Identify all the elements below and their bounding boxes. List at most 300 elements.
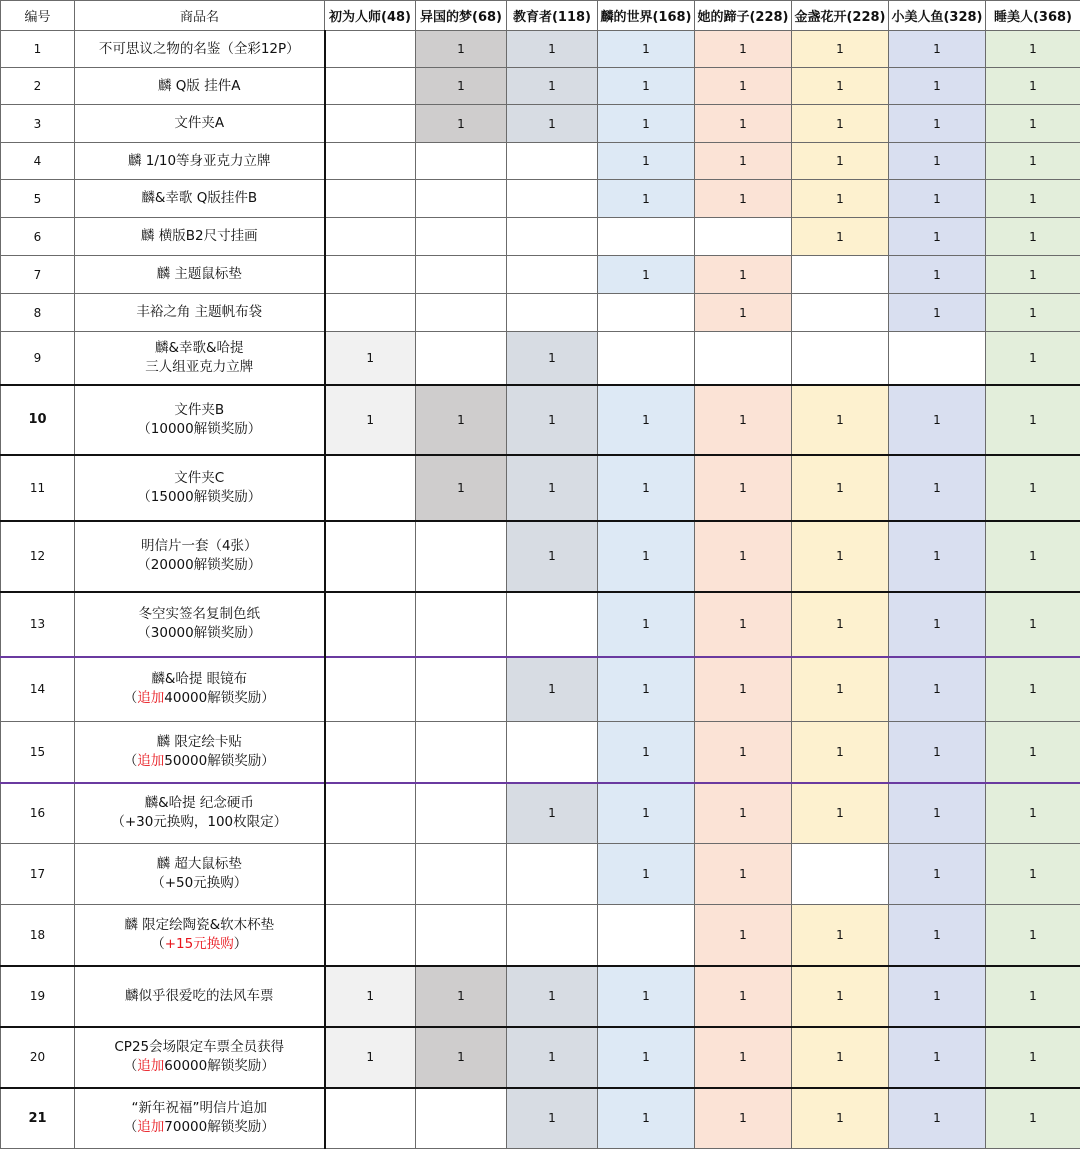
product-name-line <box>75 1038 324 1057</box>
row-number: 3 <box>1 105 75 143</box>
product-name <box>75 592 325 657</box>
tier-7-cell: 1 <box>889 722 986 783</box>
tier-7-cell: 1 <box>889 180 986 218</box>
tier-8-cell: 1 <box>986 31 1080 68</box>
table-row <box>1 844 1080 905</box>
tier-5-cell: 1 <box>695 1088 792 1149</box>
name-text: 文件夹A <box>174 115 225 131</box>
tier-2-cell: 1 <box>416 385 507 455</box>
tier-8-cell: 1 <box>986 68 1080 105</box>
tier-3-cell <box>507 256 598 294</box>
tier-4-cell: 1 <box>598 592 695 657</box>
tier-2-cell: 1 <box>416 68 507 105</box>
product-name-line <box>75 813 324 832</box>
tier-4-cell <box>598 332 695 385</box>
product-name <box>75 294 325 332</box>
highlight-text: 追加 <box>137 1058 165 1074</box>
name-text: 40000解锁奖励） <box>164 690 275 707</box>
tier-7-cell: 1 <box>889 521 986 592</box>
product-name <box>75 180 325 218</box>
row-number: 12 <box>1 521 75 592</box>
tier-3-cell <box>507 722 598 783</box>
row-number: 5 <box>1 180 75 218</box>
name-text: （+50元换购） <box>151 875 248 891</box>
tier-6-cell: 1 <box>792 385 889 455</box>
tier-7-cell: 1 <box>889 657 986 722</box>
name-text: 麟&幸歌&哈提 <box>154 339 244 356</box>
product-name-line <box>75 303 324 322</box>
product-name-line <box>75 1118 324 1137</box>
header-tier-5: 她的蹄子(228) <box>695 1 792 31</box>
tier-2-cell <box>416 844 507 905</box>
product-name <box>75 218 325 256</box>
product-name <box>75 722 325 783</box>
tier-8-cell: 1 <box>986 722 1080 783</box>
tier-4-cell: 1 <box>598 385 695 455</box>
table-row <box>1 657 1080 722</box>
name-text: 三人组亚克力立牌 <box>145 358 254 375</box>
product-name <box>75 521 325 592</box>
tier-1-cell <box>325 592 416 657</box>
table-row <box>1 521 1080 592</box>
header-tier-2: 异国的梦(68) <box>416 1 507 31</box>
tier-2-cell <box>416 657 507 722</box>
product-name <box>75 68 325 105</box>
product-name <box>75 105 325 143</box>
product-name-line <box>75 358 324 377</box>
product-name-line <box>75 420 324 439</box>
tier-3-cell <box>507 218 598 256</box>
row-number: 1 <box>1 31 75 68</box>
tier-7-cell: 1 <box>889 294 986 332</box>
tier-6-cell <box>792 256 889 294</box>
tier-3-cell: 1 <box>507 455 598 521</box>
tier-2-cell <box>416 294 507 332</box>
name-text: 麟&哈提 眼镜布 <box>151 671 248 688</box>
name-text: 文件夹B <box>174 401 225 418</box>
tier-6-cell: 1 <box>792 783 889 844</box>
name-text: 麟 1/10等身亚克力立牌 <box>127 152 271 169</box>
row-number: 8 <box>1 294 75 332</box>
name-text: 60000解锁奖励） <box>164 1058 275 1074</box>
name-text: 文件夹C <box>174 469 225 486</box>
row-number: 6 <box>1 218 75 256</box>
tier-4-cell: 1 <box>598 1088 695 1149</box>
product-name-line <box>75 624 324 643</box>
tier-1-cell: 1 <box>325 332 416 385</box>
tier-3-cell: 1 <box>507 105 598 143</box>
tier-6-cell <box>792 844 889 905</box>
tier-1-cell <box>325 180 416 218</box>
tier-7-cell: 1 <box>889 966 986 1027</box>
tier-7-cell: 1 <box>889 844 986 905</box>
name-text: （30000解锁奖励） <box>137 625 262 641</box>
tier-6-cell: 1 <box>792 143 889 180</box>
product-name-line <box>75 874 324 893</box>
header-tier-7: 小美人鱼(328) <box>889 1 986 31</box>
tier-2-cell <box>416 218 507 256</box>
tier-8-cell: 1 <box>986 521 1080 592</box>
tier-3-cell <box>507 905 598 966</box>
tier-5-cell <box>695 332 792 385</box>
tier-2-cell <box>416 592 507 657</box>
tier-3-cell <box>507 143 598 180</box>
tier-1-cell <box>325 68 416 105</box>
tier-5-cell: 1 <box>695 905 792 966</box>
tier-5-cell: 1 <box>695 455 792 521</box>
tier-1-cell <box>325 218 416 256</box>
product-name-line <box>75 556 324 575</box>
product-name <box>75 905 325 966</box>
tier-5-cell: 1 <box>695 521 792 592</box>
tier-2-cell <box>416 256 507 294</box>
tier-2-cell <box>416 1088 507 1149</box>
tier-2-cell <box>416 143 507 180</box>
tier-4-cell: 1 <box>598 1027 695 1088</box>
tier-7-cell: 1 <box>889 105 986 143</box>
tier-3-cell: 1 <box>507 966 598 1027</box>
tier-4-cell: 1 <box>598 521 695 592</box>
tier-5-cell: 1 <box>695 385 792 455</box>
tier-4-cell: 1 <box>598 105 695 143</box>
tier-5-cell: 1 <box>695 844 792 905</box>
row-number: 13 <box>1 592 75 657</box>
tier-4-cell: 1 <box>598 256 695 294</box>
tier-3-cell: 1 <box>507 385 598 455</box>
tier-5-cell: 1 <box>695 143 792 180</box>
name-text: 明信片一套（4张） <box>140 538 258 554</box>
highlight-text: 追加 <box>137 752 165 769</box>
tier-3-cell: 1 <box>507 657 598 722</box>
product-name <box>75 657 325 722</box>
tier-6-cell: 1 <box>792 657 889 722</box>
row-number: 21 <box>1 1088 75 1149</box>
tier-3-cell <box>507 844 598 905</box>
tier-6-cell: 1 <box>792 105 889 143</box>
tier-5-cell: 1 <box>695 31 792 68</box>
tier-8-cell: 1 <box>986 180 1080 218</box>
tier-6-cell: 1 <box>792 180 889 218</box>
tier-2-cell: 1 <box>416 455 507 521</box>
name-text: 丰裕之角 主题帆布袋 <box>136 304 263 320</box>
product-name-line <box>75 987 324 1006</box>
tier-7-cell: 1 <box>889 905 986 966</box>
tier-2-cell: 1 <box>416 105 507 143</box>
name-text: 50000解锁奖励） <box>164 752 275 769</box>
product-name-line <box>75 752 324 771</box>
tier-4-cell <box>598 218 695 256</box>
tier-5-cell: 1 <box>695 256 792 294</box>
name-text: 麟 限定绘卡贴 <box>156 733 242 750</box>
name-text: CP25会场限定车票全员获得 <box>114 1039 285 1055</box>
tier-7-cell: 1 <box>889 783 986 844</box>
tier-3-cell <box>507 592 598 657</box>
product-name <box>75 31 325 68</box>
tier-7-cell: 1 <box>889 455 986 521</box>
tier-7-cell: 1 <box>889 1088 986 1149</box>
tier-1-cell: 1 <box>325 1027 416 1088</box>
product-name <box>75 455 325 521</box>
tier-8-cell: 1 <box>986 385 1080 455</box>
table-row <box>1 105 1080 143</box>
tier-7-cell: 1 <box>889 31 986 68</box>
row-number: 18 <box>1 905 75 966</box>
product-name-line <box>75 733 324 752</box>
tier-1-cell <box>325 783 416 844</box>
tier-6-cell: 1 <box>792 455 889 521</box>
tier-1-cell <box>325 722 416 783</box>
tier-1-cell <box>325 31 416 68</box>
tier-4-cell: 1 <box>598 844 695 905</box>
table-row <box>1 592 1080 657</box>
tier-2-cell <box>416 332 507 385</box>
name-text: （20000解锁奖励） <box>137 557 262 573</box>
row-number: 17 <box>1 844 75 905</box>
row-number: 11 <box>1 455 75 521</box>
tier-1-cell: 1 <box>325 385 416 455</box>
tier-7-cell: 1 <box>889 68 986 105</box>
product-name-line <box>75 605 324 624</box>
tier-6-cell: 1 <box>792 1027 889 1088</box>
table-row <box>1 256 1080 294</box>
tier-4-cell <box>598 294 695 332</box>
tier-4-cell: 1 <box>598 966 695 1027</box>
tier-6-cell: 1 <box>792 592 889 657</box>
tier-5-cell <box>695 218 792 256</box>
tier-1-cell <box>325 844 416 905</box>
table-row <box>1 294 1080 332</box>
name-text: （ <box>123 1058 138 1074</box>
tier-6-cell: 1 <box>792 1088 889 1149</box>
tier-3-cell: 1 <box>507 31 598 68</box>
tier-6-cell: 1 <box>792 68 889 105</box>
tier-8-cell: 1 <box>986 1027 1080 1088</box>
table-row <box>1 68 1080 105</box>
tier-8-cell: 1 <box>986 256 1080 294</box>
tier-2-cell <box>416 905 507 966</box>
tier-6-cell: 1 <box>792 905 889 966</box>
name-text: （ <box>123 1119 138 1136</box>
row-number: 4 <box>1 143 75 180</box>
header-row <box>1 1 1080 31</box>
product-name-line <box>75 1099 324 1118</box>
header-tier-8: 睡美人(368) <box>986 1 1080 31</box>
name-text: （+30元换购，100枚限定） <box>111 814 288 831</box>
tier-3-cell: 1 <box>507 68 598 105</box>
table-row <box>1 783 1080 844</box>
tier-2-cell: 1 <box>416 966 507 1027</box>
tier-4-cell: 1 <box>598 722 695 783</box>
header-tier-3: 教育者(118) <box>507 1 598 31</box>
tier-1-cell <box>325 657 416 722</box>
row-number: 7 <box>1 256 75 294</box>
tier-8-cell: 1 <box>986 657 1080 722</box>
row-number: 10 <box>1 385 75 455</box>
tier-3-cell: 1 <box>507 1088 598 1149</box>
product-name-line <box>75 469 324 488</box>
tier-4-cell: 1 <box>598 180 695 218</box>
product-name-line <box>75 488 324 507</box>
name-text: （10000解锁奖励） <box>137 420 262 437</box>
tier-8-cell: 1 <box>986 455 1080 521</box>
tier-1-cell <box>325 294 416 332</box>
tier-7-cell: 1 <box>889 256 986 294</box>
table-row <box>1 1088 1080 1149</box>
tier-6-cell: 1 <box>792 521 889 592</box>
product-name-line <box>75 855 324 874</box>
tier-2-cell <box>416 722 507 783</box>
product-name <box>75 1088 325 1149</box>
tier-5-cell: 1 <box>695 722 792 783</box>
tier-5-cell: 1 <box>695 180 792 218</box>
row-number: 15 <box>1 722 75 783</box>
name-text: 麟 限定绘陶瓷&软木杯垫 <box>124 916 275 933</box>
name-text: 麟 超大鼠标垫 <box>156 856 242 872</box>
tier-4-cell <box>598 905 695 966</box>
name-text: “新年祝福”明信片追加 <box>131 1100 267 1117</box>
tier-3-cell: 1 <box>507 521 598 592</box>
tier-8-cell: 1 <box>986 783 1080 844</box>
tier-3-cell <box>507 294 598 332</box>
product-name-line <box>75 40 324 59</box>
tier-1-cell <box>325 256 416 294</box>
tier-2-cell <box>416 521 507 592</box>
product-name-line <box>75 689 324 708</box>
name-text: （ <box>123 752 138 769</box>
row-number: 19 <box>1 966 75 1027</box>
highlight-text: +15元换购 <box>164 935 234 952</box>
tier-7-cell: 1 <box>889 218 986 256</box>
highlight-text: 追加 <box>137 1119 165 1136</box>
product-name <box>75 332 325 385</box>
tier-5-cell: 1 <box>695 105 792 143</box>
tier-8-cell: 1 <box>986 1088 1080 1149</box>
table-row <box>1 332 1080 385</box>
product-name <box>75 783 325 844</box>
product-name <box>75 256 325 294</box>
product-name-line <box>75 339 324 358</box>
product-name-line <box>75 227 324 246</box>
product-name-line <box>75 77 324 96</box>
tier-8-cell: 1 <box>986 218 1080 256</box>
product-name-line <box>75 537 324 556</box>
table-row <box>1 218 1080 256</box>
highlight-text: 追加 <box>137 690 165 707</box>
name-text: 不可思议之物的名鉴（全彩12P） <box>98 40 300 57</box>
table-row <box>1 722 1080 783</box>
product-name-line <box>75 935 324 954</box>
name-text: 麟 Q版 挂件A <box>158 77 241 94</box>
tier-3-cell: 1 <box>507 783 598 844</box>
product-name-line <box>75 265 324 284</box>
name-text: 麟&哈提 纪念硬币 <box>144 795 254 812</box>
tier-1-cell <box>325 1088 416 1149</box>
tier-6-cell: 1 <box>792 966 889 1027</box>
table-row <box>1 180 1080 218</box>
tier-8-cell: 1 <box>986 294 1080 332</box>
product-name <box>75 844 325 905</box>
tier-6-cell: 1 <box>792 722 889 783</box>
tier-1-cell <box>325 143 416 180</box>
tier-1-cell <box>325 105 416 143</box>
name-text: 麟 横版B2尺寸挂画 <box>140 228 258 244</box>
tier-8-cell: 1 <box>986 905 1080 966</box>
product-name-line <box>75 189 324 208</box>
product-name <box>75 1027 325 1088</box>
tier-2-cell <box>416 783 507 844</box>
header-product-name: 商品名 <box>75 1 325 31</box>
table-row <box>1 31 1080 68</box>
tier-5-cell: 1 <box>695 1027 792 1088</box>
product-name-line <box>75 794 324 813</box>
tier-8-cell: 1 <box>986 332 1080 385</box>
tier-2-cell <box>416 180 507 218</box>
tier-1-cell <box>325 905 416 966</box>
product-name-line <box>75 114 324 133</box>
header-tier-4: 麟的世界(168) <box>598 1 695 31</box>
product-name <box>75 143 325 180</box>
tier-8-cell: 1 <box>986 844 1080 905</box>
name-text: ） <box>233 935 248 952</box>
tier-6-cell <box>792 332 889 385</box>
table-row <box>1 1027 1080 1088</box>
tier-8-cell: 1 <box>986 966 1080 1027</box>
row-number: 9 <box>1 332 75 385</box>
tier-1-cell: 1 <box>325 966 416 1027</box>
tier-4-cell: 1 <box>598 657 695 722</box>
name-text: 麟&幸歌 Q版挂件B <box>141 190 258 206</box>
row-number: 2 <box>1 68 75 105</box>
tier-3-cell <box>507 180 598 218</box>
tier-3-cell: 1 <box>507 1027 598 1088</box>
tier-7-cell: 1 <box>889 592 986 657</box>
name-text: 麟似乎很爱吃的法风车票 <box>125 987 274 1004</box>
tier-5-cell: 1 <box>695 68 792 105</box>
product-name-line <box>75 670 324 689</box>
tier-5-cell: 1 <box>695 294 792 332</box>
tier-8-cell: 1 <box>986 105 1080 143</box>
table-row <box>1 385 1080 455</box>
table-row <box>1 966 1080 1027</box>
tier-5-cell: 1 <box>695 783 792 844</box>
tier-4-cell: 1 <box>598 783 695 844</box>
tier-7-cell: 1 <box>889 1027 986 1088</box>
name-text: （15000解锁奖励） <box>137 488 262 505</box>
table-row <box>1 455 1080 521</box>
header-tier-1: 初为人师(48) <box>325 1 416 31</box>
row-number: 14 <box>1 657 75 722</box>
product-name-line <box>75 152 324 171</box>
tier-2-cell: 1 <box>416 1027 507 1088</box>
tier-7-cell: 1 <box>889 143 986 180</box>
tier-4-cell: 1 <box>598 143 695 180</box>
tier-5-cell: 1 <box>695 966 792 1027</box>
tier-4-cell: 1 <box>598 68 695 105</box>
tier-7-cell <box>889 332 986 385</box>
tier-5-cell: 1 <box>695 657 792 722</box>
header-tier-6: 金盏花开(228) <box>792 1 889 31</box>
tier-6-cell: 1 <box>792 31 889 68</box>
name-text: （ <box>151 935 165 952</box>
tier-7-cell: 1 <box>889 385 986 455</box>
name-text: 70000解锁奖励） <box>164 1119 275 1136</box>
tier-6-cell <box>792 294 889 332</box>
tier-1-cell <box>325 521 416 592</box>
table-row <box>1 905 1080 966</box>
product-name-line <box>75 1057 324 1076</box>
tier-8-cell: 1 <box>986 143 1080 180</box>
product-name-line <box>75 401 324 420</box>
